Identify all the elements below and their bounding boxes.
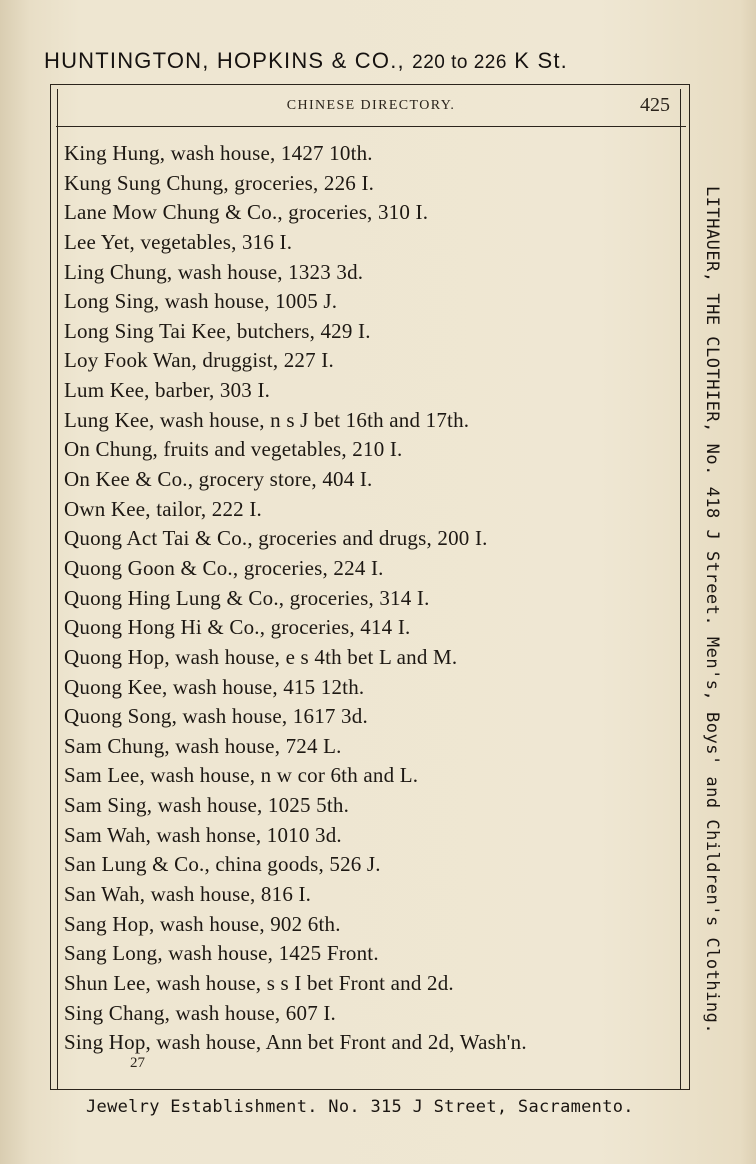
directory-entry: Quong Hop, wash house, e s 4th bet L and M. bbox=[64, 644, 458, 669]
page-title: CHINESE DIRECTORY. bbox=[286, 98, 456, 113]
directory-entry: Quong Hing Lung & Co., groceries, 314 I. bbox=[64, 585, 430, 610]
directory-entry: Lung Kee, wash house, n s J bet 16th and 17th. bbox=[64, 407, 470, 432]
directory-entry: Sang Long, wash house, 1425 Front. bbox=[64, 941, 379, 966]
side-advertisement: LITHAUER, THE CLOTHIER, No. 418 J Street. Men's, Boys' and Children's Clothing. bbox=[702, 186, 722, 1035]
directory-entry: Quong Act Tai & Co., groceries and drugs, 200 I. bbox=[64, 526, 488, 551]
directory-entry: On Chung, fruits and vegetables, 210 I. bbox=[64, 437, 403, 462]
directory-entry: Sam Lee, wash house, n w cor 6th and L. bbox=[64, 763, 419, 788]
directory-entry: Quong Hong Hi & Co., groceries, 414 I. bbox=[64, 615, 411, 640]
header-advertisement bbox=[44, 48, 694, 74]
directory-entry: Sam Wah, wash honse, 1010 3d. bbox=[64, 822, 342, 847]
directory-entry: Lum Kee, barber, 303 I. bbox=[64, 378, 271, 403]
running-head bbox=[56, 96, 686, 127]
directory-entry: Sam Sing, wash house, 1025 5th. bbox=[64, 793, 350, 818]
header-firm-name: HUNTINGTON, HOPKINS & CO., bbox=[44, 48, 405, 73]
directory-entry: Sing Chang, wash house, 607 I. bbox=[64, 1000, 336, 1025]
directory-entry: Long Sing, wash house, 1005 J. bbox=[64, 289, 338, 314]
directory-entry: King Hung, wash house, 1427 10th. bbox=[64, 141, 373, 165]
directory-entry: Kung Sung Chung, groceries, 226 I. bbox=[64, 170, 375, 195]
directory-entry: Loy Fook Wan, druggist, 227 I. bbox=[64, 348, 334, 373]
directory-entry: Sam Chung, wash house, 724 L. bbox=[64, 733, 342, 758]
directory-entry: Quong Goon & Co., groceries, 224 I. bbox=[64, 555, 384, 580]
directory-entry: Own Kee, tailor, 222 I. bbox=[64, 496, 262, 521]
directory-entry: Ling Chung, wash house, 1323 3d. bbox=[64, 259, 364, 284]
directory-entry: On Kee & Co., grocery store, 404 I. bbox=[64, 467, 373, 492]
directory-entry: Quong Kee, wash house, 415 12th. bbox=[64, 674, 365, 699]
directory-entry: San Wah, wash house, 816 I. bbox=[64, 882, 312, 907]
directory-entry: Quong Song, wash house, 1617 3d. bbox=[64, 704, 368, 729]
footer-advertisement: Jewelry Establishment. No. 315 J Street, Sacramento. bbox=[86, 1097, 634, 1117]
directory-entry: Shun Lee, wash house, s s I bet Front and 2d. bbox=[64, 970, 454, 995]
directory-entry: Lane Mow Chung & Co., groceries, 310 I. bbox=[64, 200, 429, 225]
header-street: K St. bbox=[514, 48, 568, 73]
directory-entry: Long Sing Tai Kee, butchers, 429 I. bbox=[64, 318, 371, 343]
directory-entries bbox=[64, 139, 684, 1058]
directory-entry: San Lung & Co., china goods, 526 J. bbox=[64, 852, 381, 877]
directory-entry: Lee Yet, vegetables, 316 I. bbox=[64, 229, 293, 254]
directory-entry: Sing Hop, wash house, Ann bet Front and 2d, Wash'n. bbox=[64, 1030, 527, 1055]
signature-mark: 27 bbox=[130, 1055, 145, 1071]
directory-entry: Sang Hop, wash house, 902 6th. bbox=[64, 911, 341, 936]
page-number: 425 bbox=[640, 94, 670, 116]
header-address: 220 to 226 bbox=[412, 52, 507, 73]
